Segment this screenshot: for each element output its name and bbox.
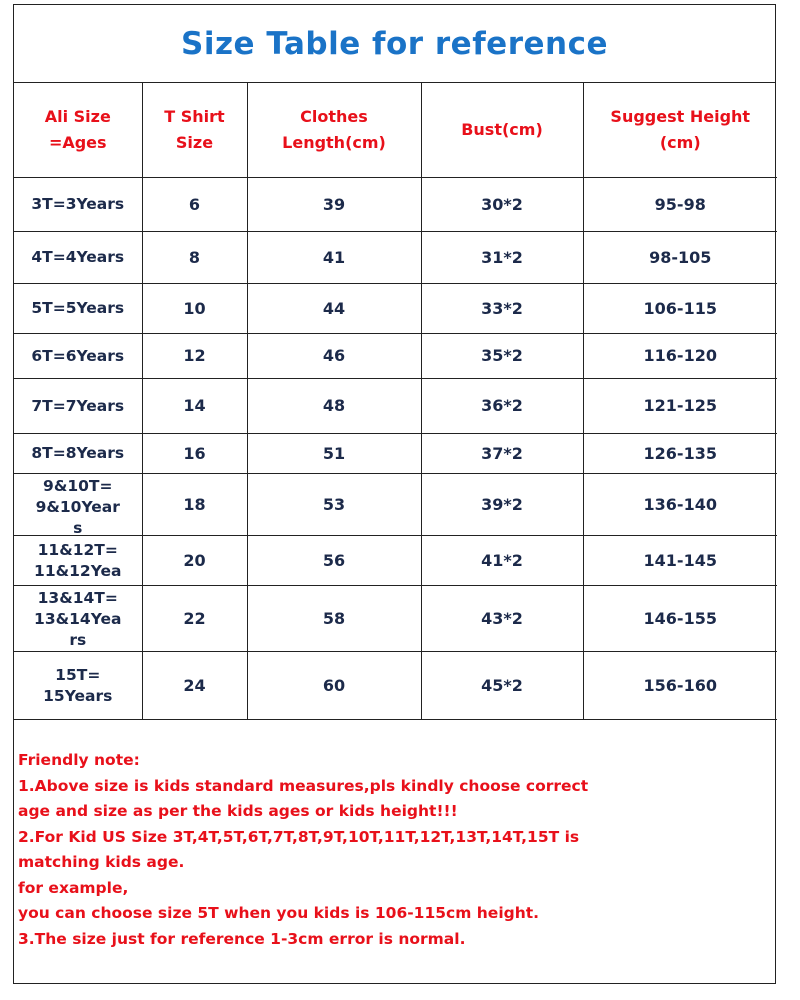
friendly-note xyxy=(14,720,775,952)
cell-ali-size-line: 11&12T= xyxy=(37,540,118,559)
cell-ali-size xyxy=(14,434,142,474)
cell-ali-size-line: 8T=8Years xyxy=(31,444,125,462)
cell-clothes-length: 53 xyxy=(247,474,421,536)
cell-suggest-height: 156-160 xyxy=(583,652,777,720)
cell-bust: 31*2 xyxy=(421,232,583,284)
cell-ali-size-line: 5T=5Years xyxy=(31,299,125,317)
cell-ali-size-line: rs xyxy=(69,630,87,649)
cell-ali-size xyxy=(14,232,142,284)
cell-clothes-length: 48 xyxy=(247,379,421,434)
header-ali-size-line: Ali Size xyxy=(44,107,111,126)
header-suggest-height-line: Suggest Height xyxy=(610,107,751,126)
header-clothes-length xyxy=(247,83,421,178)
cell-clothes-length: 51 xyxy=(247,434,421,474)
cell-tshirt-size: 12 xyxy=(142,334,247,379)
size-chart xyxy=(13,4,776,984)
cell-ali-size-line: 15Years xyxy=(43,686,113,705)
cell-tshirt-size: 22 xyxy=(142,586,247,652)
header-suggest-height xyxy=(583,83,777,178)
table-row xyxy=(14,652,777,720)
table-row xyxy=(14,586,777,652)
cell-clothes-length: 44 xyxy=(247,284,421,334)
cell-ali-size xyxy=(14,536,142,586)
cell-bust: 39*2 xyxy=(421,474,583,536)
note-line: 2.For Kid US Size 3T,4T,5T,6T,7T,8T,9T,10T,11T,12T,13T,14T,15T is xyxy=(18,827,580,846)
header-tshirt-size-line: Size xyxy=(175,133,214,152)
cell-bust: 43*2 xyxy=(421,586,583,652)
note-heading: Friendly note: xyxy=(18,751,140,769)
cell-tshirt-size: 8 xyxy=(142,232,247,284)
cell-ali-size-line: 11&12Yea xyxy=(34,561,122,580)
table-row xyxy=(14,434,777,474)
cell-clothes-length: 56 xyxy=(247,536,421,586)
cell-tshirt-size: 18 xyxy=(142,474,247,536)
header-tshirt-size xyxy=(142,83,247,178)
cell-bust: 36*2 xyxy=(421,379,583,434)
table-row xyxy=(14,379,777,434)
cell-ali-size-line: 6T=6Years xyxy=(31,346,125,365)
header-row xyxy=(14,83,777,178)
cell-suggest-height: 136-140 xyxy=(583,474,777,536)
cell-ali-size-line: 9&10T= xyxy=(43,476,113,495)
page-title: Size Table for reference xyxy=(181,25,608,62)
header-clothes-length-line: Length(cm) xyxy=(282,133,386,152)
cell-ali-size xyxy=(14,474,142,536)
cell-ali-size xyxy=(14,178,142,232)
cell-ali-size xyxy=(14,586,142,652)
cell-suggest-height: 95-98 xyxy=(583,178,777,232)
table-row xyxy=(14,536,777,586)
size-table xyxy=(14,83,777,720)
cell-ali-size-line: 13&14T= xyxy=(37,588,118,607)
note-line: you can choose size 5T when you kids is 106-115cm height. xyxy=(18,904,540,922)
note-line: 3.The size just for reference 1-3cm error is normal. xyxy=(18,929,466,948)
note-line: matching kids age. xyxy=(18,853,185,871)
cell-clothes-length: 41 xyxy=(247,232,421,284)
cell-ali-size xyxy=(14,334,142,379)
cell-tshirt-size: 6 xyxy=(142,178,247,232)
header-ali-size xyxy=(14,83,142,178)
cell-tshirt-size: 24 xyxy=(142,652,247,720)
header-bust-line: Bust(cm) xyxy=(461,120,543,139)
table-row xyxy=(14,232,777,284)
note-line: 1.Above size is kids standard measures,pls kindly choose correct xyxy=(18,776,589,795)
cell-suggest-height: 121-125 xyxy=(583,379,777,434)
cell-clothes-length: 39 xyxy=(247,178,421,232)
cell-ali-size-line: 4T=4Years xyxy=(31,248,125,266)
table-row xyxy=(14,178,777,232)
cell-suggest-height: 141-145 xyxy=(583,536,777,586)
note-line: age and size as per the kids ages or kids height!!! xyxy=(18,802,458,820)
header-tshirt-size-line: T Shirt xyxy=(164,107,225,126)
cell-bust: 35*2 xyxy=(421,334,583,379)
cell-tshirt-size: 10 xyxy=(142,284,247,334)
cell-suggest-height: 146-155 xyxy=(583,586,777,652)
cell-bust: 33*2 xyxy=(421,284,583,334)
cell-tshirt-size: 20 xyxy=(142,536,247,586)
cell-clothes-length: 46 xyxy=(247,334,421,379)
cell-ali-size-line: 3T=3Years xyxy=(31,195,125,213)
header-suggest-height-line: (cm) xyxy=(659,133,701,152)
header-bust xyxy=(421,83,583,178)
cell-ali-size-line: 7T=7Years xyxy=(31,396,125,415)
cell-ali-size-line: s xyxy=(73,518,83,534)
header-clothes-length-line: Clothes xyxy=(300,107,368,126)
table-row xyxy=(14,334,777,379)
cell-suggest-height: 98-105 xyxy=(583,232,777,284)
table-row xyxy=(14,284,777,334)
cell-clothes-length: 60 xyxy=(247,652,421,720)
cell-tshirt-size: 16 xyxy=(142,434,247,474)
cell-bust: 45*2 xyxy=(421,652,583,720)
cell-suggest-height: 106-115 xyxy=(583,284,777,334)
header-ali-size-line: =Ages xyxy=(48,133,107,152)
cell-ali-size-line: 15T= xyxy=(55,665,101,684)
cell-ali-size xyxy=(14,652,142,720)
cell-ali-size-line: 9&10Year xyxy=(35,497,120,516)
note-line: for example, xyxy=(18,878,129,897)
cell-bust: 30*2 xyxy=(421,178,583,232)
cell-bust: 41*2 xyxy=(421,536,583,586)
cell-suggest-height: 116-120 xyxy=(583,334,777,379)
cell-ali-size-line: 13&14Yea xyxy=(34,609,122,628)
cell-ali-size xyxy=(14,379,142,434)
table-row xyxy=(14,474,777,536)
cell-ali-size xyxy=(14,284,142,334)
cell-tshirt-size: 14 xyxy=(142,379,247,434)
cell-bust: 37*2 xyxy=(421,434,583,474)
cell-clothes-length: 58 xyxy=(247,586,421,652)
title-bar xyxy=(14,5,775,83)
table-body xyxy=(14,178,777,720)
cell-suggest-height: 126-135 xyxy=(583,434,777,474)
